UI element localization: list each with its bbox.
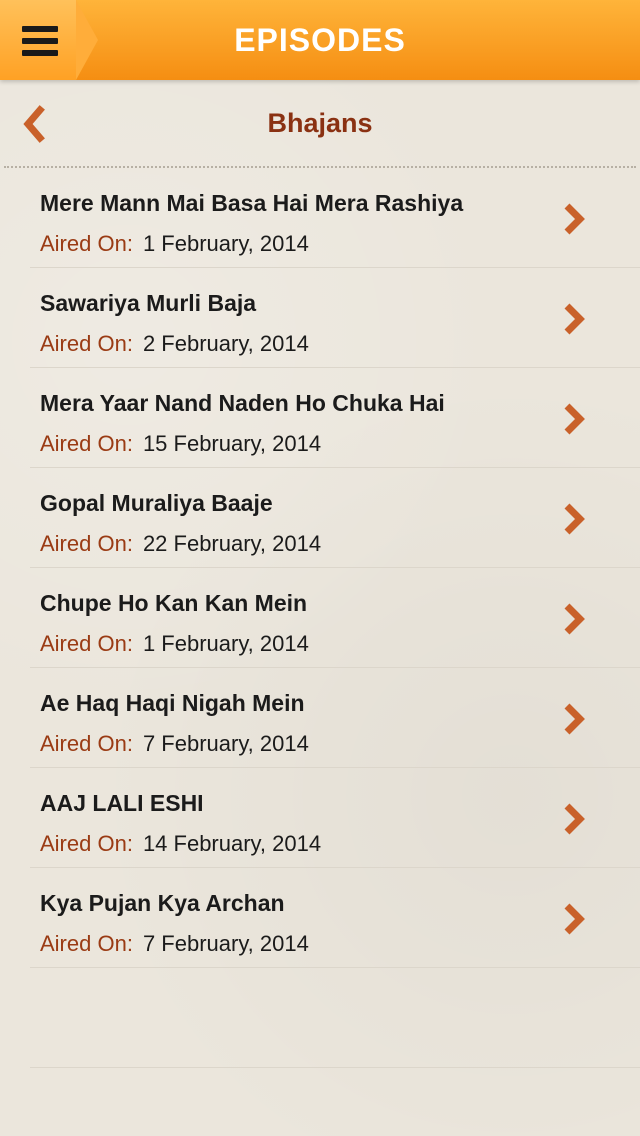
aired-date: 7 February, 2014 [142, 931, 309, 956]
aired-info [40, 431, 321, 457]
aired-info [40, 831, 321, 857]
chevron-right-icon [560, 702, 588, 736]
aired-info [40, 631, 309, 657]
episode-row[interactable] [0, 868, 640, 968]
aired-info [40, 231, 309, 257]
episode-title: Mere Mann Mai Basa Hai Mera Rashiya [40, 190, 464, 216]
episode-title: Gopal Muraliya Baaje [40, 490, 273, 516]
episode-title: AAJ LALI ESHI [40, 790, 204, 816]
chevron-right-icon [560, 602, 588, 636]
back-button[interactable] [16, 104, 56, 144]
chevron-left-icon [16, 104, 56, 144]
chevron-right-icon [560, 802, 588, 836]
episode-title: Chupe Ho Kan Kan Mein [40, 590, 308, 616]
episode-title: Kya Pujan Kya Archan [40, 890, 285, 916]
episode-row[interactable] [0, 668, 640, 768]
aired-date: 1 February, 2014 [142, 631, 309, 656]
chevron-right-icon [560, 502, 588, 536]
menu-button[interactable] [0, 0, 76, 80]
aired-label: Aired On: [40, 731, 133, 756]
hamburger-menu-icon [22, 26, 58, 56]
episode-row[interactable] [0, 368, 640, 468]
aired-date: 1 February, 2014 [142, 231, 309, 256]
episode-title: Mera Yaar Nand Naden Ho Chuka Hai [40, 390, 445, 416]
episode-row[interactable] [0, 568, 640, 668]
aired-date: 22 February, 2014 [142, 531, 322, 556]
episode-list [0, 168, 640, 968]
episode-title: Sawariya Murli Baja [40, 290, 257, 316]
chevron-right-icon [560, 202, 588, 236]
aired-label: Aired On: [40, 331, 133, 356]
list-divider [30, 1067, 640, 1068]
episode-row[interactable] [0, 268, 640, 368]
aired-info [40, 731, 309, 757]
page-title: EPISODES [234, 22, 406, 58]
aired-label: Aired On: [40, 231, 133, 256]
aired-info [40, 531, 321, 557]
episode-row[interactable] [0, 168, 640, 268]
category-header [0, 80, 640, 166]
category-title: Bhajans [267, 108, 373, 138]
aired-date: 7 February, 2014 [142, 731, 309, 756]
aired-date: 15 February, 2014 [142, 431, 322, 456]
aired-label: Aired On: [40, 931, 133, 956]
episode-title: Ae Haq Haqi Nigah Mein [40, 690, 305, 716]
chevron-right-icon [560, 402, 588, 436]
aired-label: Aired On: [40, 631, 133, 656]
aired-info [40, 931, 309, 957]
episode-row[interactable] [0, 768, 640, 868]
aired-date: 14 February, 2014 [142, 831, 322, 856]
chevron-right-icon [560, 302, 588, 336]
aired-label: Aired On: [40, 431, 133, 456]
chevron-right-icon [560, 902, 588, 936]
aired-info [40, 331, 309, 357]
aired-date: 2 February, 2014 [142, 331, 309, 356]
top-bar [0, 0, 640, 80]
aired-label: Aired On: [40, 531, 133, 556]
episode-row[interactable] [0, 468, 640, 568]
aired-label: Aired On: [40, 831, 133, 856]
